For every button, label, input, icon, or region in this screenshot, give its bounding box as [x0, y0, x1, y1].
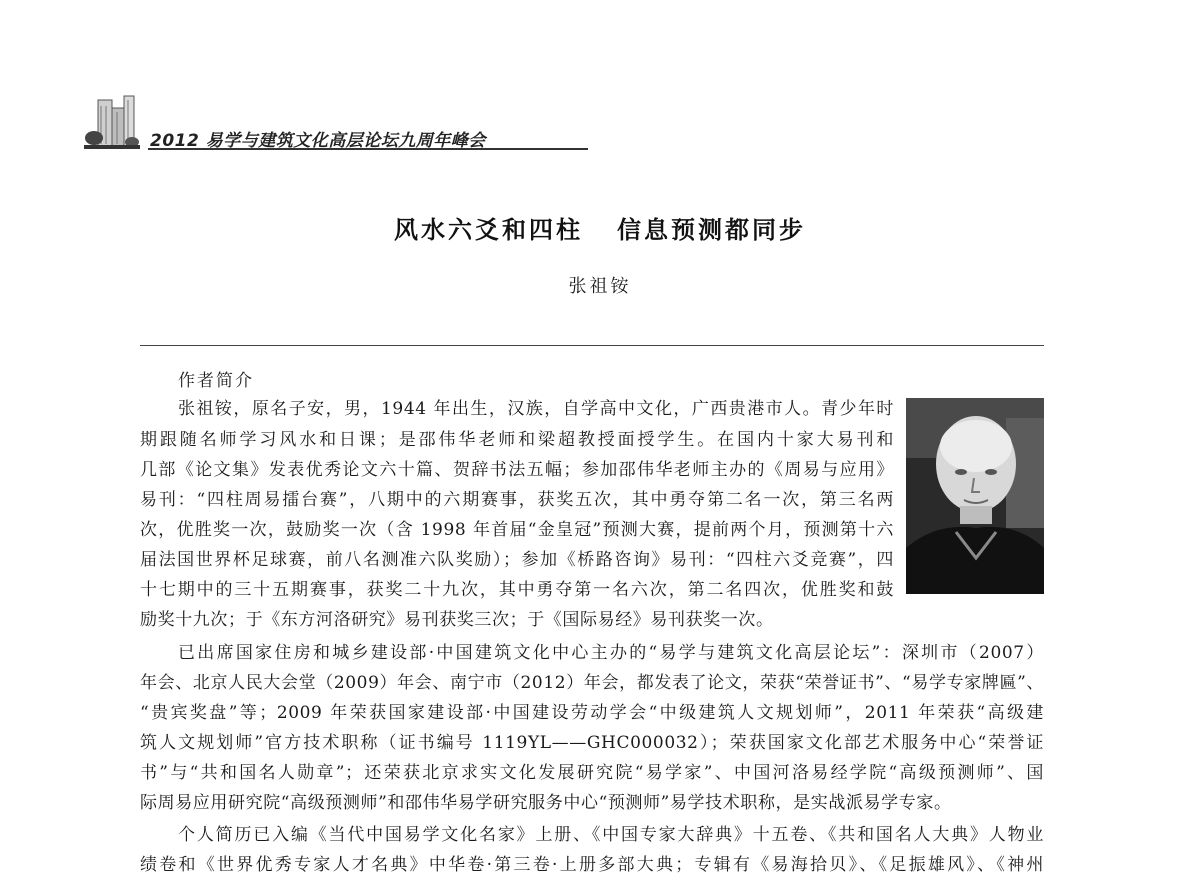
bio-line-16: 绩卷和《世界优秀专家人才名典》中华卷·第三卷·上册多部大典；专辑有《易海拾贝》、《足振雄风》、《神州: [140, 855, 1044, 875]
author-portrait-photo: [906, 398, 1044, 594]
bio-heading: 作者简介: [178, 371, 254, 391]
bio-line-5: 次，优胜奖一次，鼓励奖一次（含 1998 年首届“金皇冠”预测大赛，提前两个月，预测第十六: [140, 520, 894, 540]
bio-line-13: 书”与“共和国名人勋章”；还荣获北京求实文化发展研究院“易学家”、中国河洛易经学院“高级预测师”、国: [140, 763, 1044, 783]
bio-line-15: 个人简历已入编《当代中国易学文化名家》上册、《中国专家大辞典》十五卷、《共和国名人大典》人物业: [178, 825, 1044, 845]
bio-line-3: 几部《论文集》发表优秀论文六十篇、贺辞书法五幅；参加邵伟华老师主办的《周易与应用》: [140, 460, 894, 480]
bio-line-4: 易刊：“四柱周易擂台赛”，八期中的六期赛事，获奖五次，其中勇夺第二名一次，第三名两: [140, 490, 894, 510]
article-title: 风水六爻和四柱 信息预测都同步: [393, 216, 807, 244]
bio-line-1: 张祖铵，原名子安，男，1944 年出生，汉族，自学高中文化，广西贵港市人。青少年时: [178, 399, 894, 419]
bio-line-10: 年会、北京人民大会堂（2009）年会、南宁市（2012）年会，都发表了论文，荣获“荣誉证书”、“易学专家牌匾”、: [140, 673, 1044, 693]
bio-line-2: 期跟随名师学习风水和日课；是邵伟华老师和梁超教授面授学生。在国内十家大易刊和: [140, 430, 894, 450]
building-logo-icon: [84, 92, 140, 152]
page-header: [84, 92, 524, 154]
bio-line-8: 励奖十九次；于《东方河洛研究》易刊获奖三次；于《国际易经》易刊获奖一次。: [140, 610, 774, 630]
bio-line-9: 已出席国家住房和城乡建设部·中国建筑文化中心主办的“易学与建筑文化高层论坛”：深圳市（2007）: [178, 643, 1044, 663]
section-divider: [140, 345, 1044, 346]
bio-line-14: 际周易应用研究院“高级预测师”和邵伟华易学研究服务中心“预测师”易学技术职称，是实战派易学专家。: [140, 793, 952, 813]
bio-line-12: 筑人文规划师”官方技术职称（证书编号 1119YL——GHC000032）；荣获国家文化部艺术服务中心“荣誉证: [140, 733, 1044, 753]
bio-line-11: “贵宾奖盘”等；2009 年荣获国家建设部·中国建设劳动学会“中级建筑人文规划师”，2011 年荣获“高级建: [140, 703, 1044, 723]
header-title: 2012 易学与建筑文化高层论坛九周年峰会: [150, 131, 486, 151]
bio-line-7: 十七期中的三十五期赛事，获奖二十九次，其中勇夺第一名六次，第二名四次，优胜奖和鼓: [140, 580, 894, 600]
bio-line-6: 届法国世界杯足球赛，前八名测准六队奖励）；参加《桥路咨询》易刊：“四柱六爻竞赛”，四: [140, 550, 894, 570]
article-author: 张祖铵: [568, 276, 632, 297]
header-rule: [148, 148, 588, 150]
